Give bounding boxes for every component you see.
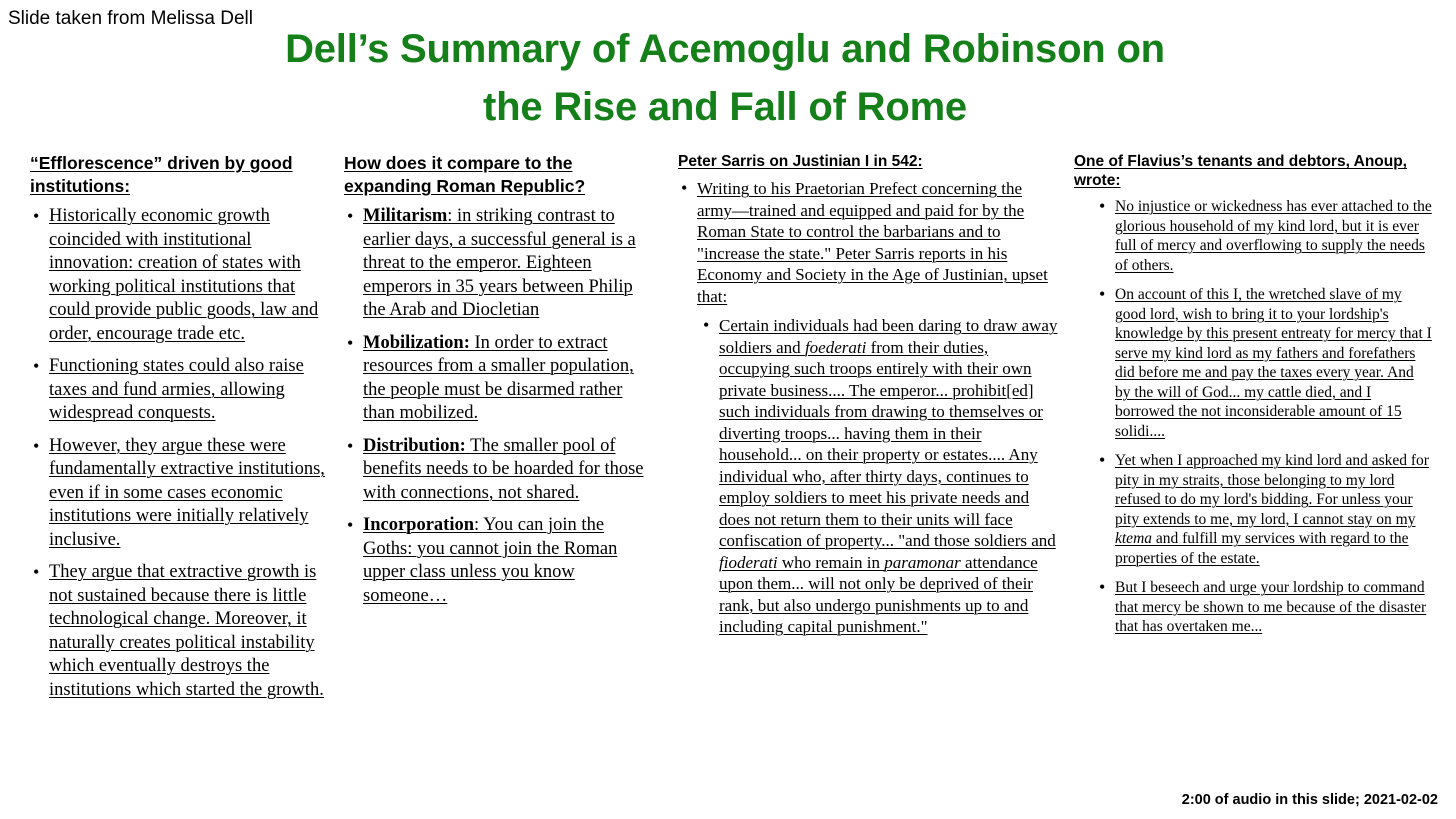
italic-term: fioderati bbox=[719, 552, 778, 572]
column-heading: One of Flavius’s tenants and debtors, Anoup, wrote: bbox=[1074, 153, 1407, 189]
column-heading: “Efflorescence” driven by good institutions: bbox=[30, 153, 293, 196]
bullet-list bbox=[1096, 197, 1432, 637]
bullet-item: • Functioning states could also raise taxes and fund armies, allowing widespread conquests. bbox=[30, 355, 335, 426]
bullet-item: • However, they argue these were fundamentally extractive institutions, even if in some cases economic institutions were initially relatively inclusive. bbox=[30, 435, 335, 553]
audio-duration-footer: 2:00 of audio in this slide; 2021-02-02 bbox=[1181, 792, 1438, 808]
page-title-line-1: Dell’s Summary of Acemoglu and Robinson on bbox=[285, 27, 1165, 71]
sub-bullet-list bbox=[700, 315, 1060, 638]
page-title bbox=[160, 20, 1290, 136]
page-title-line-2: the Rise and Fall of Rome bbox=[483, 85, 967, 129]
italic-term: paramonar bbox=[884, 552, 961, 572]
bullet-lead-in: Mobilization: bbox=[363, 332, 470, 353]
italic-term: foederati bbox=[804, 337, 867, 357]
bullet-list bbox=[678, 178, 1060, 307]
bullet-item: • No injustice or wickedness has ever attached to the glorious household of my kind lord, but it is ever full of mercy and overflowing to supply the needs of others. bbox=[1096, 197, 1432, 275]
bullet-item: • Historically economic growth coincided with institutional innovation: creation of states with working political institutions that could provide public goods, law and order, encourage trade etc. bbox=[30, 205, 335, 346]
bullet-item: • On account of this I, the wretched slave of my good lord, wish to bring it to your lordship's knowledge by this present entreaty for mercy that I serve my kind lord as my fathers and forefathers did before me and pay the taxes every year. And by the will of God... my cattle died, and I borrowed the not inconsiderable amount of 15 solidi.... bbox=[1096, 285, 1432, 441]
bullet-list bbox=[30, 205, 335, 702]
slide-credit-note: Slide taken from Melissa Dell bbox=[8, 8, 253, 29]
content-columns bbox=[0, 152, 1456, 792]
bullet-item: • Yet when I approached my kind lord and asked for pity in my straits, those belonging to my lord refused to do my lord's bidding. For unless your pity extends to me, my lord, I cannot stay on my ktema and fulfill my services with regard to the properties of the estate. bbox=[1096, 451, 1432, 568]
bullet-item: • Writing to his Praetorian Prefect concerning the army—trained and equipped and paid for by the Roman State to control the barbarians and to "increase the state." Peter Sarris reports in his Economy and Society in the Age of Justinian, upset that: bbox=[678, 178, 1060, 307]
bullet-item: • Distribution: The smaller pool of benefits needs to be hoarded for those with connections, not shared. bbox=[344, 435, 649, 506]
column-heading: Peter Sarris on Justinian I in 542: bbox=[678, 153, 923, 170]
italic-term: ktema bbox=[1115, 530, 1153, 547]
bullet-item: • But I beseech and urge your lordship to command that mercy be shown to me because of the disaster that has overtaken me... bbox=[1096, 578, 1432, 637]
bullet-item: • Mobilization: In order to extract resources from a smaller population, the people must be disarmed rather than mobilized. bbox=[344, 332, 649, 426]
column-anoup-letter bbox=[1074, 152, 1432, 647]
column-heading: How does it compare to the expanding Roman Republic? bbox=[344, 153, 586, 196]
column-efflorescence bbox=[30, 152, 335, 711]
column-peter-sarris bbox=[678, 152, 1060, 646]
bullet-lead-in: Distribution: bbox=[363, 435, 466, 456]
bullet-item: • Certain individuals had been daring to draw away soldiers and foederati from their duties, occupying such troops entirely with their own private business.... The emperor... prohibit[ed] such individuals from drawing to themselves or diverting troops... having them in their household... on their property or estates.... Any individual who, after thirty days, continues to employ soldiers to meet his private needs and does not return them to their units will face confiscation of property... "and those soldiers and fioderati who remain in paramonar attendance upon them... will not only be deprived of their rank, but also undergo punishments up to and including capital punishment." bbox=[700, 315, 1060, 638]
bullet-item: • Incorporation: You can join the Goths: you cannot join the Roman upper class unless you know someone… bbox=[344, 514, 649, 608]
bullet-lead-in: Incorporation bbox=[363, 515, 474, 535]
bullet-lead-in: Militarism bbox=[363, 206, 448, 226]
column-roman-republic-comparison bbox=[344, 152, 649, 617]
bullet-list bbox=[344, 205, 649, 608]
bullet-item: • Militarism: in striking contrast to earlier days, a successful general is a threat to the emperor. Eighteen emperors in 35 years between Philip the Arab and Diocletian bbox=[344, 205, 649, 323]
bullet-item: • They argue that extractive growth is not sustained because there is little technological change. Moreover, it naturally creates political instability which eventually destroys the institutions which started the growth. bbox=[30, 561, 335, 702]
